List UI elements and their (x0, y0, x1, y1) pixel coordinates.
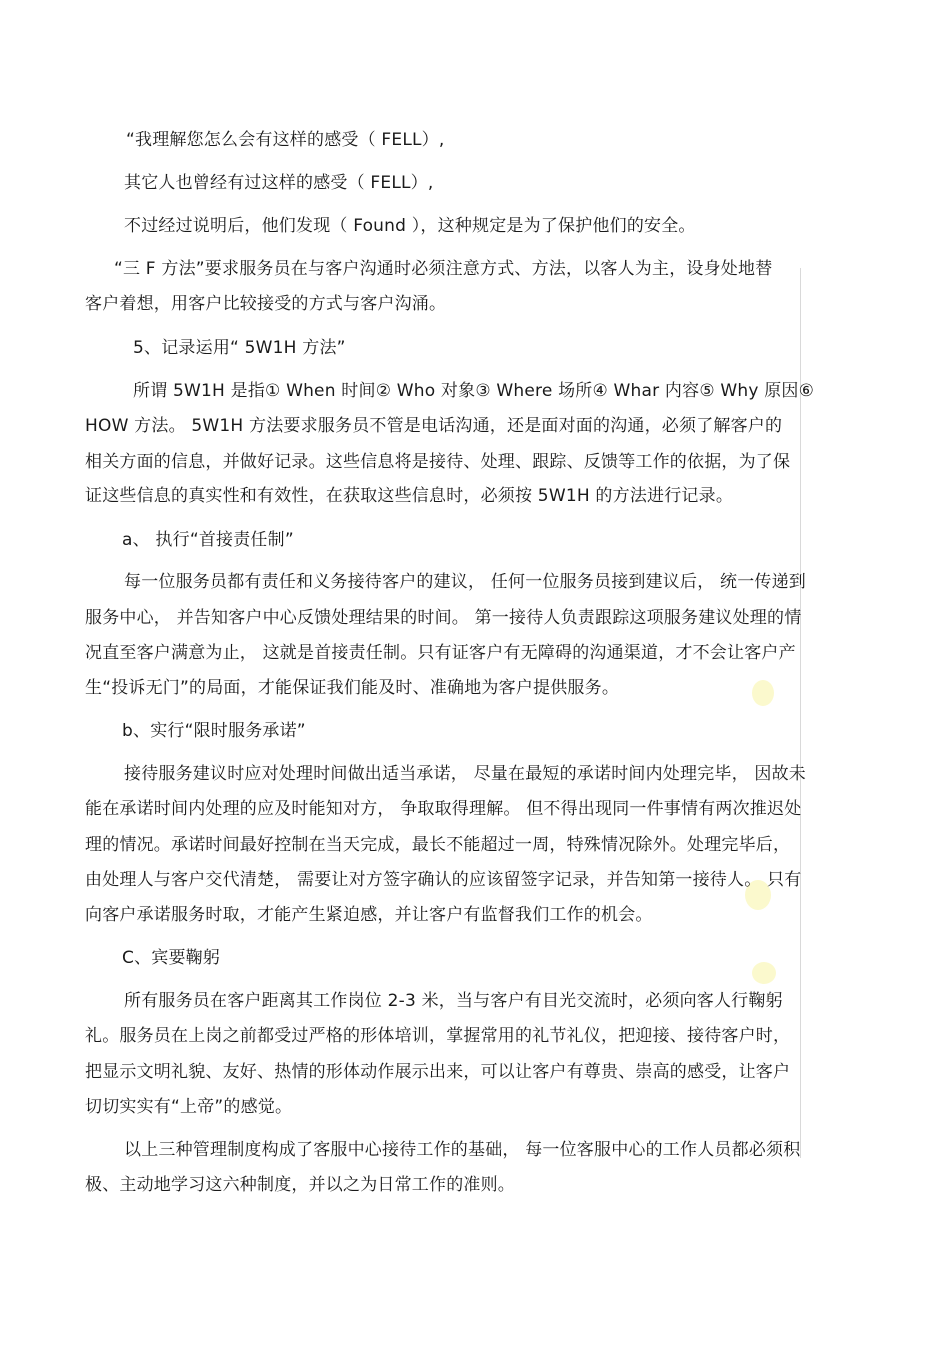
text-line: 理的情况。承诺时间最好控制在当天完成，最长不能超过一周，特殊情况除外。处理完毕后， (85, 835, 791, 855)
text-line: HOW 方法。 5W1H 方法要求服务员不管是电话沟通，还是面对面的沟通，必须了解客户的 (85, 416, 783, 436)
text-line: C、宾要鞠躬 (122, 948, 221, 968)
text-line: 相关方面的信息，并做好记录。这些信息将是接待、处理、跟踪、反馈等工作的依据，为了保 (85, 452, 791, 472)
text-line: 礼。服务员在上岗之前都受过严格的形体培训，掌握常用的礼节礼仪，把迎接、接待客户时， (85, 1026, 791, 1046)
text-line: “三 F 方法”要求服务员在与客户沟通时必须注意方式、方法，以客人为主，设身处地替 (114, 259, 773, 279)
text-line: 接待服务建议时应对处理时间做出适当承诺， 尽量在最短的承诺时间内处理完毕， 因故未 (124, 764, 807, 784)
text-line: 能在承诺时间内处理的应及时能知对方， 争取取得理解。 但不得出现同一件事情有两次推迟处 (85, 799, 802, 819)
text-line: 以上三种管理制度构成了客服中心接待工作的基础， 每一位客服中心的工作人员都必须积 (124, 1140, 801, 1160)
text-line: 所有服务员在客户距离其工作岗位 2-3 米，当与客户有目光交流时，必须向客人行鞠躬 (124, 991, 783, 1011)
text-line: 生“投诉无门”的局面，才能保证我们能及时、准确地为客户提供服务。 (85, 678, 620, 698)
text-line: 不过经过说明后，他们发现（ Found ），这种规定是为了保护他们的安全。 (124, 216, 696, 236)
text-line: 所谓 5W1H 是指① When 时间② Who 对象③ Where 场所④ Whar 内容⑤ Why 原因⑥ (133, 381, 815, 401)
scan-smudge (752, 680, 774, 706)
text-line: a、 执行“首接责任制” (122, 530, 294, 550)
text-line: 况直至客户满意为止， 这就是首接责任制。只有证客户有无障碍的沟通渠道，才不会让客户产 (85, 643, 796, 663)
text-line: b、实行“限时服务承诺” (122, 721, 306, 741)
text-line: 切切实实有“上帝”的感觉。 (85, 1097, 293, 1117)
text-line: “我理解您怎么会有这样的感受（ FELL）, (126, 130, 445, 150)
text-line: 向客户承诺服务时取，才能产生紧迫感，并让客户有监督我们工作的机会。 (85, 905, 653, 925)
text-line: 客户着想，用客户比较接受的方式与客户沟涌。 (85, 294, 447, 314)
text-line: 由处理人与客户交代清楚， 需要让对方签字确认的应该留签字记录，并告知第一接待人。 只有 (85, 870, 802, 890)
text-line: 5、记录运用“ 5W1H 方法” (133, 338, 346, 358)
scan-smudge (752, 962, 776, 984)
text-line: 服务中心， 并告知客户中心反馈处理结果的时间。 第一接待人负责跟踪这项服务建议处理的情 (85, 608, 802, 628)
text-line: 极、主动地学习这六种制度，并以之为日常工作的准则。 (85, 1175, 515, 1195)
text-line: 其它人也曾经有过这样的感受（ FELL）, (124, 173, 434, 193)
text-line: 把显示文明礼貌、友好、热情的形体动作展示出来，可以让客户有尊贵、崇高的感受，让客户 (85, 1062, 791, 1082)
text-line: 每一位服务员都有责任和义务接待客户的建议， 任何一位服务员接到建议后， 统一传递到 (124, 572, 807, 592)
text-line: 证这些信息的真实性和有效性，在获取这些信息时，必须按 5W1H 的方法进行记录。 (85, 486, 734, 506)
